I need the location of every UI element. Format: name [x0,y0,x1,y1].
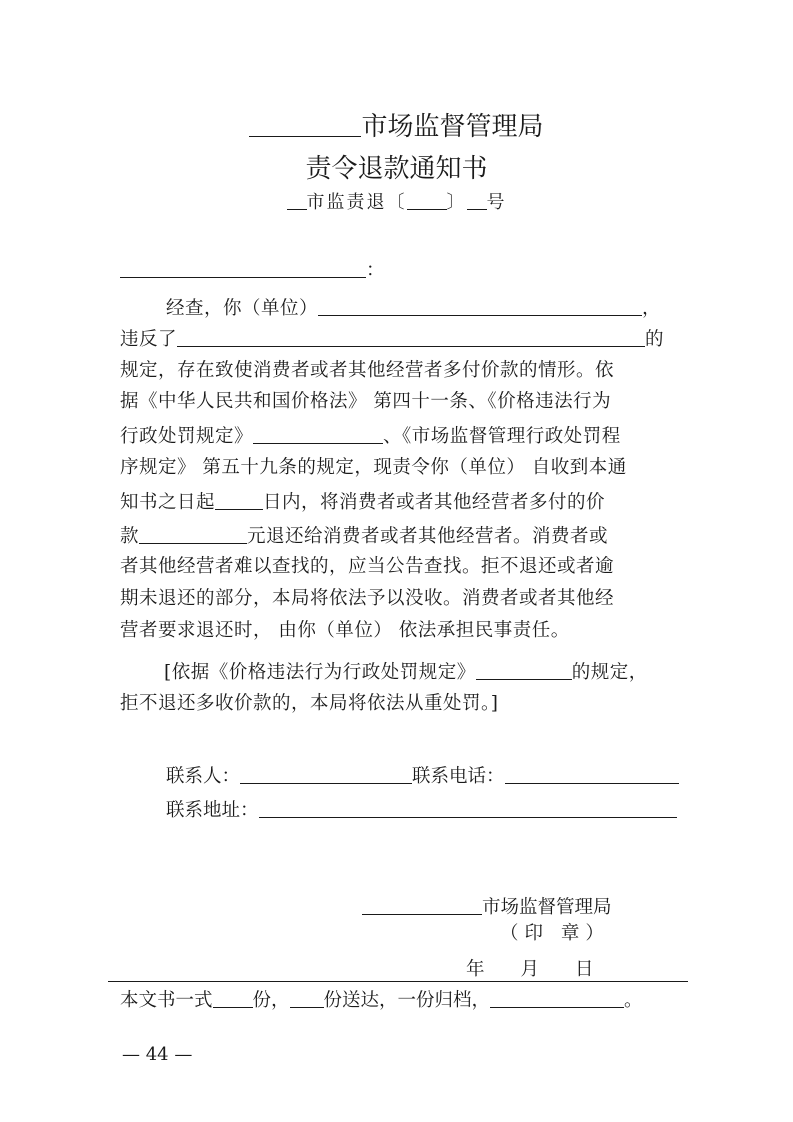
body-line-5-prefix: 行政处罚规定》 [120,426,254,447]
copies-text-4: 。 [624,990,643,1011]
signing-agency-blank [362,896,482,916]
contact-address-row [166,796,677,822]
document-title: 责令退款通知书 [305,154,488,184]
body-line-8-suffix: 元退还给消费者或者其他经营者。消费者或 [247,526,609,547]
contact-phone-blank [505,765,679,785]
copies-other-blank [490,989,624,1009]
bracket-clause-prefix: [依据《价格违法行为行政处罚规定》 [164,662,476,683]
signing-agency-suffix: 市场监督管理局 [482,897,612,918]
bracket-clause-line-2: 拒不退还多收价款的，本局将依法从重处罚。] [120,693,499,714]
body-line-5 [120,422,621,448]
signing-agency [362,893,612,919]
violated-provision-blank [177,328,645,348]
body-line-7-prefix: 知书之日起 [120,492,216,513]
copies-text-1: 本文书一式 [120,990,213,1011]
body-line-5-suffix: 、《市场监督管理行政处罚程 [383,426,621,447]
doc-number-region-blank [287,191,307,210]
contact-address-blank [259,799,677,819]
page-number: — 44 — [122,1044,193,1065]
copies-line [120,986,643,1012]
document-number [0,188,793,214]
contact-phone-label: 联系电话： [412,766,505,787]
addressee-line [120,256,385,282]
body-line-2-prefix: 违反了 [120,329,178,350]
body-line-4: 据《中华人民共和国价格法》 第四十一条、《价格违法行为 [120,391,612,412]
agency-name-blank [249,110,361,137]
footer-divider [108,981,688,982]
agency-suffix: 市场监督管理局 [361,112,544,142]
bracket-clause-line-1 [164,658,648,684]
body-line-7 [120,488,605,514]
contact-address-label: 联系地址： [166,800,259,821]
doc-number-bracket: 〕 [446,192,467,213]
body-line-2 [120,325,664,351]
agency-title [0,106,793,143]
amount-blank [139,525,247,545]
copies-text-3: 份送达，一份归档， [323,990,491,1011]
doc-number-prefix: 市监责退〔 [306,192,407,213]
date-year: 年 [466,959,485,980]
body-line-3: 规定，存在致使消费者或者其他经营者多付价款的情形。依 [120,360,615,381]
body-line-1-suffix: ， [642,298,662,319]
bracket-article-blank [476,661,572,681]
body-line-8-prefix: 款 [120,526,140,547]
doc-number-year-blank [407,191,447,210]
contact-person-label: 联系人： [166,766,241,787]
body-line-2-suffix: 的 [645,329,665,350]
copies-served-blank [290,989,324,1009]
body-line-9: 者其他经营者难以查找的，应当公告查找。拒不退还或者逾 [120,556,615,577]
bracket-clause-suffix: 的规定， [571,662,648,683]
doc-number-suffix: 号 [486,192,507,213]
contact-person-blank [240,765,412,785]
date-month: 月 [520,959,540,980]
addressee-colon: ： [366,260,386,281]
addressee-blank [120,259,366,279]
body-line-6: 序规定》 第五十九条的规定，现责令你（单位） 自收到本通 [120,457,627,478]
article-number-blank [253,425,383,445]
copies-total-blank [213,989,253,1009]
contact-person-row [166,762,679,788]
seal-placeholder: （印 章） [500,923,610,944]
date-line [466,955,594,981]
body-line-1-prefix: 经查，你（单位） [166,298,319,319]
body-line-11: 营者要求退还时， 由你（单位） 依法承担民事责任。 [120,620,570,641]
body-line-7-suffix: 日内，将消费者或者其他经营者多付的价 [263,492,606,513]
body-line-10: 期未退还的部分，本局将依法予以没收。消费者或者其他经 [120,588,615,609]
body-line-8 [120,522,608,548]
doc-number-serial-blank [467,191,487,210]
unit-name-blank [318,297,642,317]
body-line-1 [166,294,661,320]
copies-text-2: 份， [252,990,290,1011]
date-day: 日 [575,959,594,980]
days-blank [215,491,263,511]
